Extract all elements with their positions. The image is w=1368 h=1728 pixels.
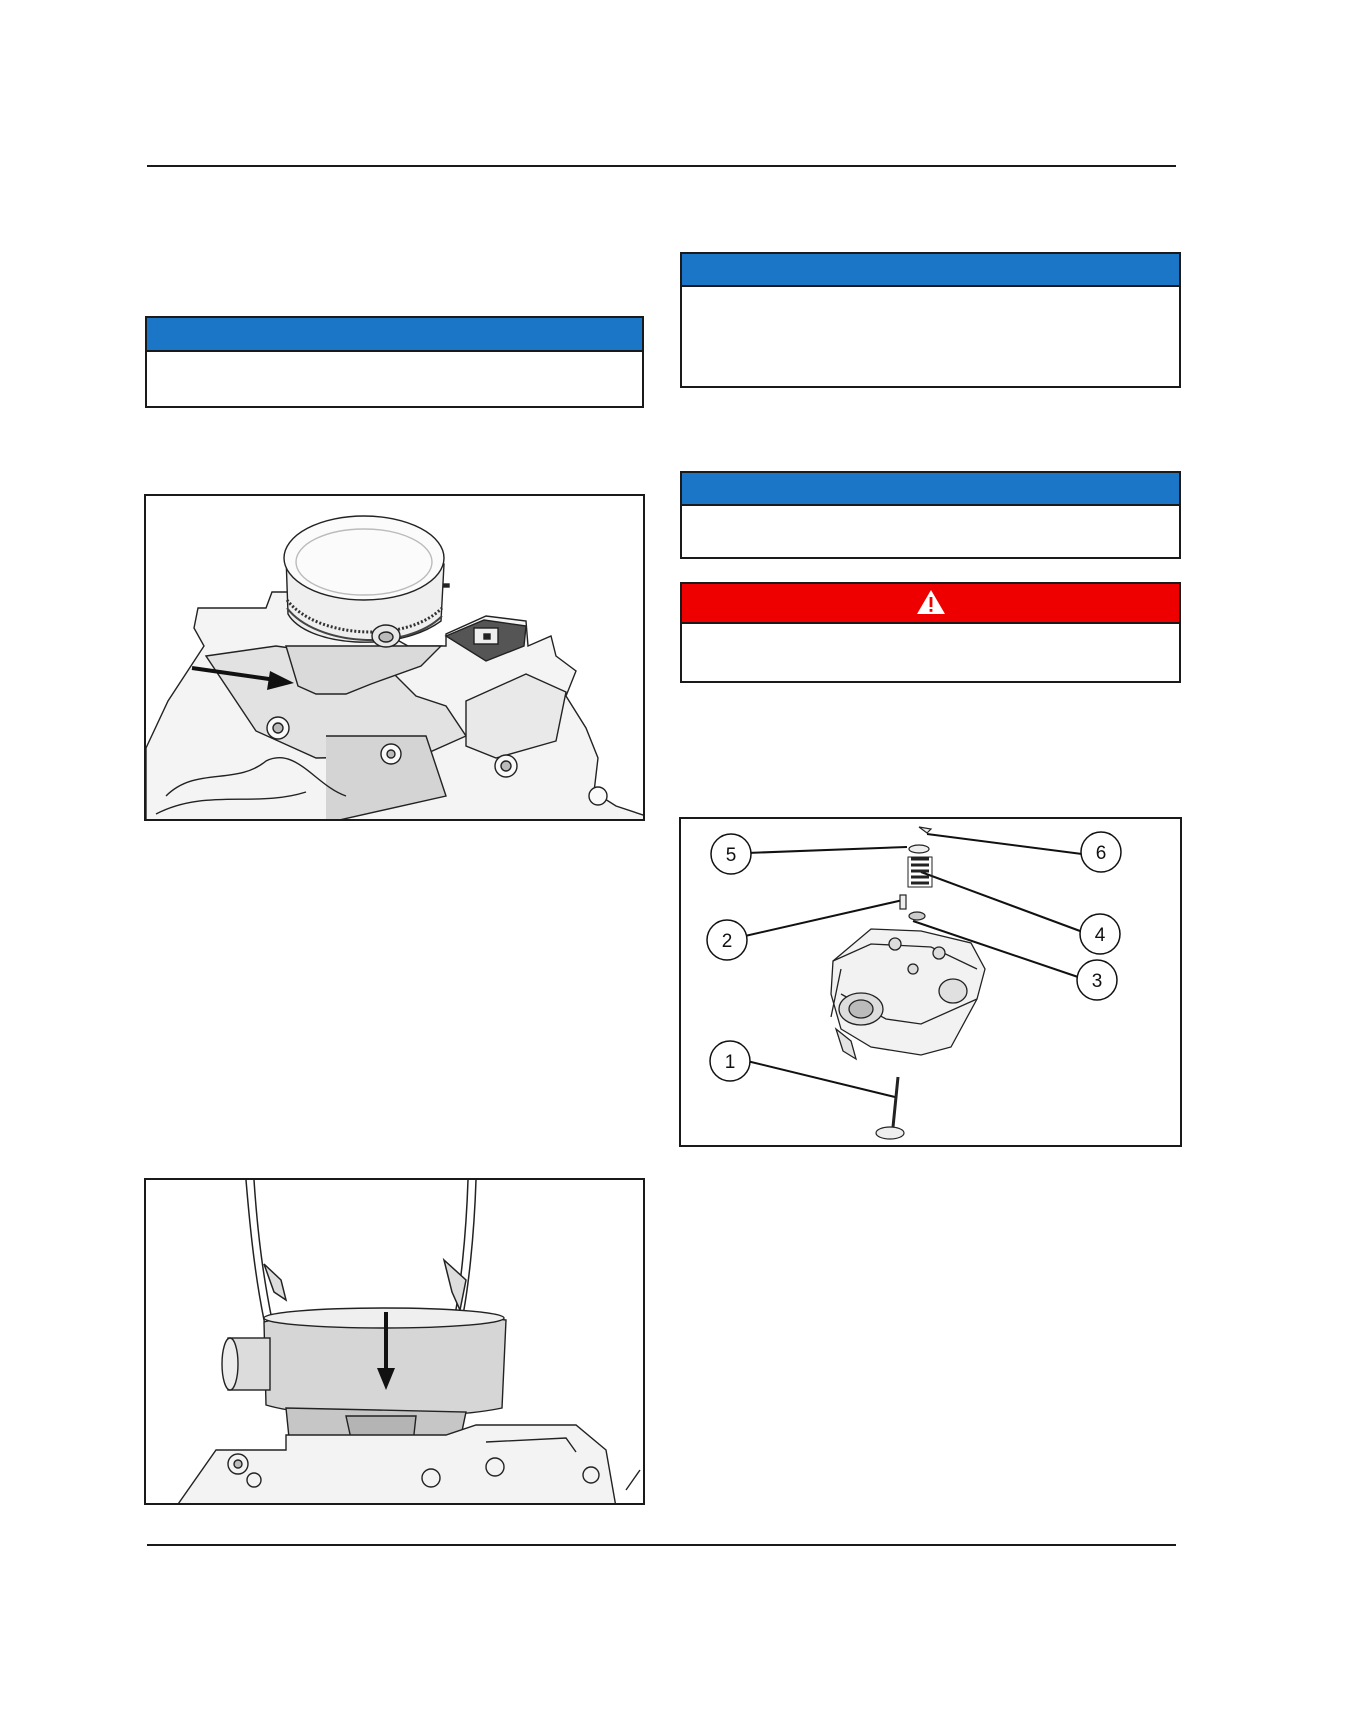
notice-band xyxy=(147,318,642,352)
header-rule xyxy=(147,165,1176,167)
notice-band xyxy=(682,254,1179,287)
notice-box-right-1 xyxy=(680,252,1181,388)
notice-box-right-2 xyxy=(680,471,1181,559)
svg-text:4: 4 xyxy=(1094,925,1106,946)
cylinder-head-illustration xyxy=(831,929,985,1059)
warning-box xyxy=(680,582,1181,683)
cylinder-figure xyxy=(144,1178,645,1505)
notice-band xyxy=(682,473,1179,506)
notice-box-left xyxy=(145,316,644,408)
warning-band xyxy=(682,584,1179,624)
warning-triangle-icon xyxy=(915,588,947,616)
callout-2 xyxy=(707,920,747,960)
svg-text:5: 5 xyxy=(725,845,737,866)
svg-text:6: 6 xyxy=(1095,843,1107,864)
crankcase-lower-illustration xyxy=(176,1425,640,1505)
callout-1 xyxy=(710,1041,750,1081)
callout-3 xyxy=(1077,960,1117,1000)
svg-text:3: 3 xyxy=(1091,971,1103,992)
svg-text:2: 2 xyxy=(721,931,733,952)
piston-figure xyxy=(144,494,645,821)
callout-6 xyxy=(1081,832,1121,872)
callout-4 xyxy=(1080,914,1120,954)
svg-text:1: 1 xyxy=(724,1052,736,1073)
callout-5 xyxy=(711,834,751,874)
footer-rule xyxy=(147,1544,1176,1546)
valve-exploded-figure xyxy=(679,817,1182,1147)
